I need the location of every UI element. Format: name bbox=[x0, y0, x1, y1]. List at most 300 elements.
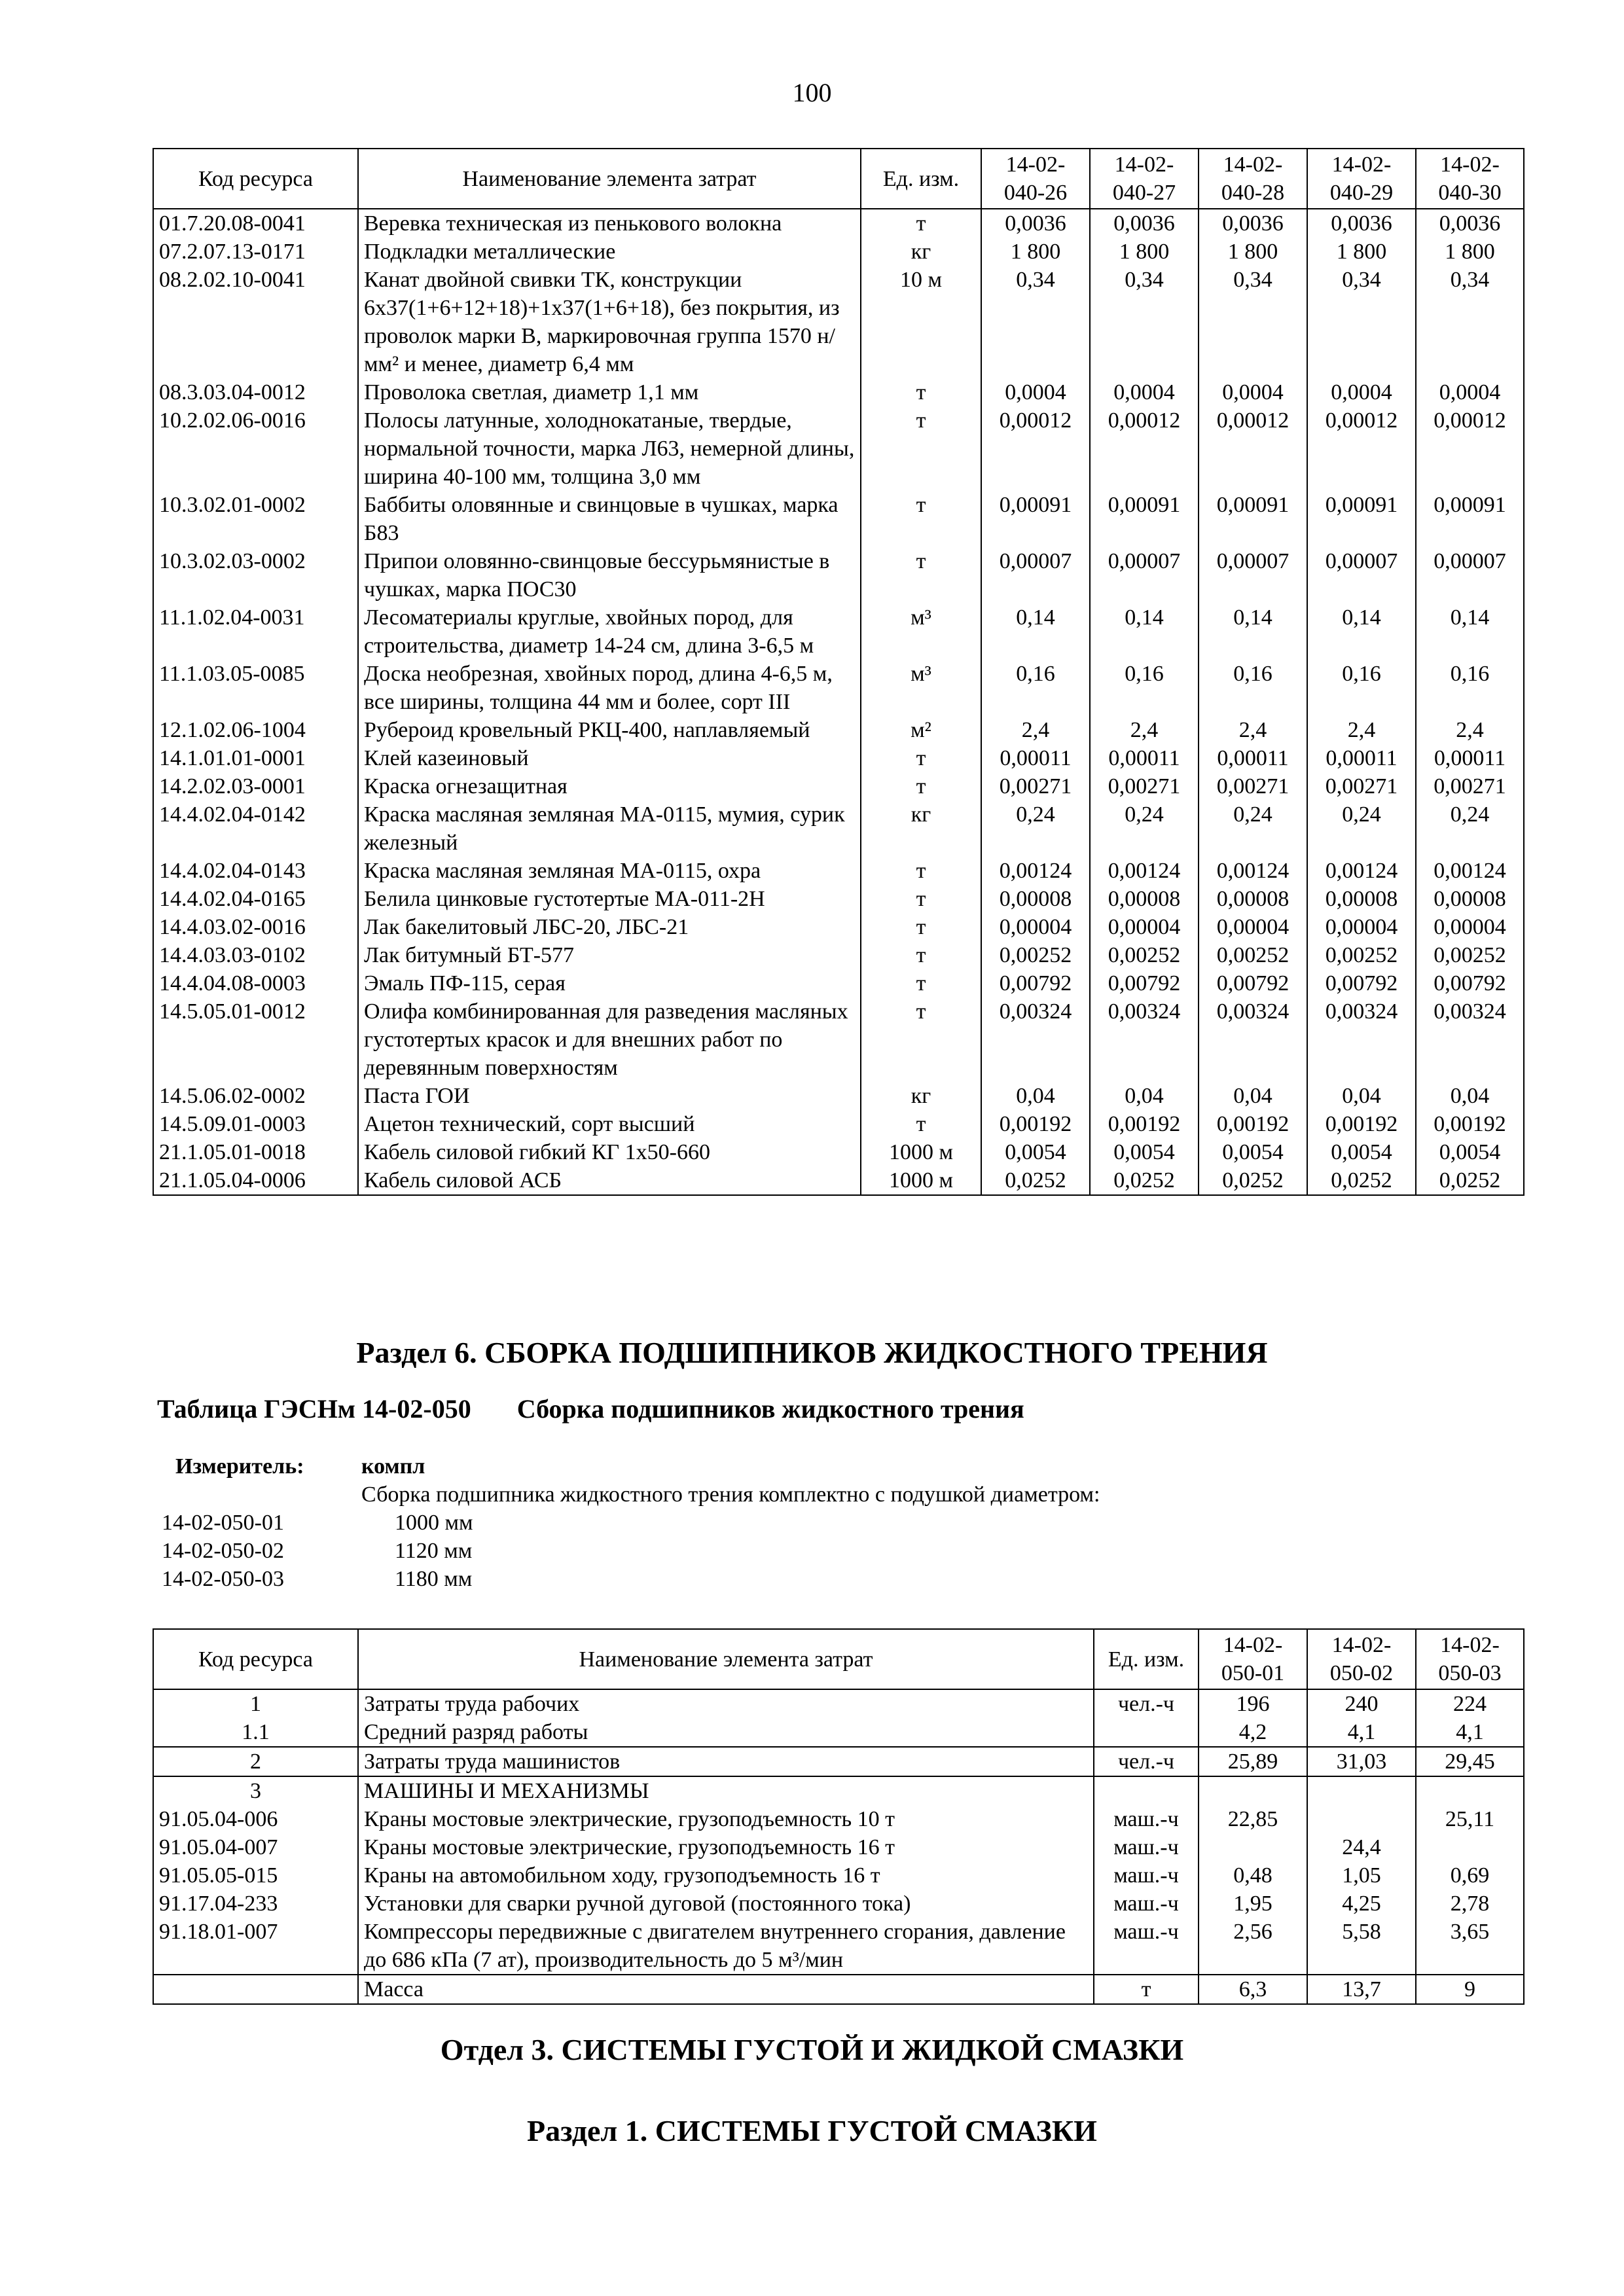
resource-name: Краны мостовые электрические, грузоподъемность 10 т bbox=[358, 1805, 1094, 1833]
value-cell: 0,0054 bbox=[1416, 1138, 1524, 1166]
table-row bbox=[153, 491, 1524, 547]
value-cell: 196 bbox=[1199, 1689, 1307, 1718]
value-cell: 0,00091 bbox=[1307, 491, 1416, 547]
unit: маш.-ч bbox=[1094, 1861, 1199, 1890]
value-cell: 0,00004 bbox=[1307, 913, 1416, 941]
header-code: Код ресурса bbox=[153, 149, 358, 209]
value-cell: 0,00004 bbox=[981, 913, 1090, 941]
unit: т bbox=[861, 772, 981, 800]
measure-item-value: 1000 мм bbox=[395, 1511, 473, 1535]
unit: маш.-ч bbox=[1094, 1918, 1199, 1975]
value-cell: 0,00324 bbox=[1307, 997, 1416, 1082]
table-row bbox=[153, 1082, 1524, 1110]
value-cell bbox=[1307, 1776, 1416, 1805]
value-cell: 24,4 bbox=[1307, 1833, 1416, 1861]
value-cell: 0,24 bbox=[1199, 800, 1307, 857]
value-cell: 1 800 bbox=[981, 238, 1090, 266]
value-cell: 0,00007 bbox=[981, 547, 1090, 603]
value-cell: 0,14 bbox=[1307, 603, 1416, 660]
value-cell: 3,65 bbox=[1416, 1918, 1524, 1975]
value-cell: 0,00271 bbox=[1199, 772, 1307, 800]
value-cell: 0,00011 bbox=[1307, 744, 1416, 772]
table-row bbox=[153, 744, 1524, 772]
resource-code: 14.5.06.02-0002 bbox=[153, 1082, 358, 1110]
value-cell: 0,0036 bbox=[1416, 209, 1524, 238]
value-cell: 0,0252 bbox=[1199, 1166, 1307, 1195]
unit: т bbox=[861, 209, 981, 238]
value-cell: 0,14 bbox=[1416, 603, 1524, 660]
value-cell: 0,0036 bbox=[1307, 209, 1416, 238]
header-col-30: 14-02-040-30 bbox=[1416, 149, 1524, 209]
value-cell bbox=[1416, 1833, 1524, 1861]
value-cell: 0,00192 bbox=[1416, 1110, 1524, 1138]
value-cell: 0,16 bbox=[1090, 660, 1199, 716]
unit: т bbox=[1094, 1975, 1199, 2004]
section-1-heading: Раздел 1. СИСТЕМЫ ГУСТОЙ СМАЗКИ bbox=[527, 2114, 1097, 2147]
resource-code: 14.5.05.01-0012 bbox=[153, 997, 358, 1082]
resource-name: Кабель силовой гибкий КГ 1x50-660 bbox=[358, 1138, 861, 1166]
unit: т bbox=[861, 885, 981, 913]
value-cell: 0,0054 bbox=[1307, 1138, 1416, 1166]
value-cell: 0,00008 bbox=[1090, 885, 1199, 913]
resource-code: 14.2.02.03-0001 bbox=[153, 772, 358, 800]
resource-code: 11.1.02.04-0031 bbox=[153, 603, 358, 660]
value-cell: 25,11 bbox=[1416, 1805, 1524, 1833]
value-cell: 0,0252 bbox=[1416, 1166, 1524, 1195]
value-cell: 0,16 bbox=[1199, 660, 1307, 716]
value-cell: 0,0004 bbox=[981, 378, 1090, 406]
unit: маш.-ч bbox=[1094, 1805, 1199, 1833]
unit: кг bbox=[861, 238, 981, 266]
value-cell: 1,05 bbox=[1307, 1861, 1416, 1890]
value-cell: 0,00792 bbox=[1199, 969, 1307, 997]
value-cell: 0,0252 bbox=[981, 1166, 1090, 1195]
value-cell: 2,4 bbox=[1199, 716, 1307, 744]
resource-name: Веревка техническая из пенькового волокна bbox=[358, 209, 861, 238]
value-cell: 0,00007 bbox=[1090, 547, 1199, 603]
table-row bbox=[153, 547, 1524, 603]
value-cell: 0,00008 bbox=[981, 885, 1090, 913]
unit bbox=[1094, 1718, 1199, 1747]
value-cell: 0,00192 bbox=[981, 1110, 1090, 1138]
value-cell bbox=[1307, 1805, 1416, 1833]
value-cell: 2,4 bbox=[1416, 716, 1524, 744]
resource-code: 91.05.04-007 bbox=[153, 1833, 358, 1861]
measure-label: Измеритель: bbox=[175, 1454, 304, 1479]
table-row bbox=[153, 772, 1524, 800]
value-cell: 0,00192 bbox=[1090, 1110, 1199, 1138]
resource-name: Ацетон технический, сорт высший bbox=[358, 1110, 861, 1138]
unit: т bbox=[861, 1110, 981, 1138]
unit: кг bbox=[861, 800, 981, 857]
header-name: Наименование элемента затрат bbox=[358, 149, 861, 209]
unit: м³ bbox=[861, 660, 981, 716]
resource-name: Олифа комбинированная для разведения масляных густотертых красок и для внешних работ по деревянным поверхностям bbox=[358, 997, 861, 1082]
value-cell: 0,00004 bbox=[1090, 913, 1199, 941]
header-unit: Ед. изм. bbox=[1094, 1629, 1199, 1689]
value-cell: 5,58 bbox=[1307, 1918, 1416, 1975]
resource-code: 14.5.09.01-0003 bbox=[153, 1110, 358, 1138]
value-cell: 0,00012 bbox=[981, 406, 1090, 491]
table-header-row bbox=[153, 149, 1524, 209]
header-col-01: 14-02-050-01 bbox=[1199, 1629, 1307, 1689]
value-cell: 0,00007 bbox=[1307, 547, 1416, 603]
resource-code: 14.4.02.04-0165 bbox=[153, 885, 358, 913]
value-cell: 0,00192 bbox=[1307, 1110, 1416, 1138]
header-col-28: 14-02-040-28 bbox=[1199, 149, 1307, 209]
value-cell: 240 bbox=[1307, 1689, 1416, 1718]
value-cell: 0,16 bbox=[981, 660, 1090, 716]
resource-code: 10.2.02.06-0016 bbox=[153, 406, 358, 491]
value-cell: 0,0054 bbox=[981, 1138, 1090, 1166]
value-cell: 0,34 bbox=[981, 266, 1090, 378]
resource-code: 11.1.03.05-0085 bbox=[153, 660, 358, 716]
value-cell: 25,89 bbox=[1199, 1747, 1307, 1776]
value-cell: 2,78 bbox=[1416, 1890, 1524, 1918]
value-cell bbox=[1199, 1776, 1307, 1805]
value-cell: 0,00124 bbox=[1416, 857, 1524, 885]
header-name: Наименование элемента затрат bbox=[358, 1629, 1094, 1689]
value-cell: 0,00252 bbox=[1090, 941, 1199, 969]
value-cell: 0,00252 bbox=[981, 941, 1090, 969]
table-row bbox=[153, 660, 1524, 716]
table-row bbox=[153, 406, 1524, 491]
table-row bbox=[153, 716, 1524, 744]
value-cell: 2,4 bbox=[1090, 716, 1199, 744]
resource-name: Клей казеиновый bbox=[358, 744, 861, 772]
resource-name: Затраты труда машинистов bbox=[358, 1747, 1094, 1776]
resource-code: 08.2.02.10-0041 bbox=[153, 266, 358, 378]
table-row bbox=[153, 378, 1524, 406]
value-cell: 0,00792 bbox=[981, 969, 1090, 997]
value-cell: 0,34 bbox=[1090, 266, 1199, 378]
value-cell: 0,04 bbox=[1416, 1082, 1524, 1110]
table-name: Сборка подшипников жидкостного трения bbox=[516, 1394, 1024, 1424]
value-cell: 2,4 bbox=[981, 716, 1090, 744]
value-cell: 29,45 bbox=[1416, 1747, 1524, 1776]
table-row bbox=[153, 1776, 1524, 1805]
value-cell: 4,25 bbox=[1307, 1890, 1416, 1918]
table-row bbox=[153, 1166, 1524, 1195]
resource-name: Подкладки металлические bbox=[358, 238, 861, 266]
unit: чел.-ч bbox=[1094, 1747, 1199, 1776]
resource-name: Краны мостовые электрические, грузоподъемность 16 т bbox=[358, 1833, 1094, 1861]
value-cell: 4,1 bbox=[1307, 1718, 1416, 1747]
table-row bbox=[153, 1718, 1524, 1747]
section-6-heading: Раздел 6. СБОРКА ПОДШИПНИКОВ ЖИДКОСТНОГО ТРЕНИЯ bbox=[356, 1336, 1268, 1369]
value-cell: 0,0054 bbox=[1199, 1138, 1307, 1166]
unit: т bbox=[861, 547, 981, 603]
table-row bbox=[153, 885, 1524, 913]
resource-name: Установки для сварки ручной дуговой (постоянного тока) bbox=[358, 1890, 1094, 1918]
value-cell: 0,00271 bbox=[981, 772, 1090, 800]
resource-name: Рубероид кровельный РКЦ-400, наплавляемый bbox=[358, 716, 861, 744]
value-cell: 0,00012 bbox=[1199, 406, 1307, 491]
value-cell: 0,00008 bbox=[1199, 885, 1307, 913]
value-cell: 0,04 bbox=[981, 1082, 1090, 1110]
value-cell: 9 bbox=[1416, 1975, 1524, 2004]
resource-code: 1 bbox=[153, 1689, 358, 1718]
value-cell: 0,00007 bbox=[1416, 547, 1524, 603]
table-row bbox=[153, 238, 1524, 266]
unit: т bbox=[861, 744, 981, 772]
value-cell: 0,0036 bbox=[1199, 209, 1307, 238]
value-cell: 0,0252 bbox=[1307, 1166, 1416, 1195]
table-row bbox=[153, 1747, 1524, 1776]
value-cell: 0,00004 bbox=[1416, 913, 1524, 941]
value-cell: 0,14 bbox=[1199, 603, 1307, 660]
unit: м² bbox=[861, 716, 981, 744]
table-title bbox=[157, 1393, 1024, 1424]
resource-code bbox=[153, 1975, 358, 2004]
value-cell: 0,24 bbox=[1416, 800, 1524, 857]
unit: кг bbox=[861, 1082, 981, 1110]
resource-name: Масса bbox=[358, 1975, 1094, 2004]
value-cell: 0,00011 bbox=[1416, 744, 1524, 772]
value-cell: 0,0252 bbox=[1090, 1166, 1199, 1195]
value-cell: 0,0004 bbox=[1090, 378, 1199, 406]
value-cell bbox=[1199, 1833, 1307, 1861]
measure-item-value: 1180 мм bbox=[395, 1567, 473, 1591]
header-col-27: 14-02-040-27 bbox=[1090, 149, 1199, 209]
resource-code: 3 bbox=[153, 1776, 358, 1805]
resource-name: Компрессоры передвижные с двигателем внутреннего сгорания, давление до 686 кПа (7 ат), производительность до 5 м³/мин bbox=[358, 1918, 1094, 1975]
value-cell: 0,04 bbox=[1307, 1082, 1416, 1110]
table-row bbox=[153, 1689, 1524, 1718]
value-cell: 0,16 bbox=[1307, 660, 1416, 716]
value-cell: 0,00271 bbox=[1307, 772, 1416, 800]
unit: маш.-ч bbox=[1094, 1890, 1199, 1918]
unit: чел.-ч bbox=[1094, 1689, 1199, 1718]
value-cell: 0,00091 bbox=[1199, 491, 1307, 547]
value-cell: 0,00252 bbox=[1307, 941, 1416, 969]
value-cell: 0,24 bbox=[981, 800, 1090, 857]
unit: 10 м bbox=[861, 266, 981, 378]
resource-code: 10.3.02.01-0002 bbox=[153, 491, 358, 547]
value-cell: 0,00007 bbox=[1199, 547, 1307, 603]
resource-name: Припои оловянно-свинцовые бессурьмянистые в чушках, марка ПОС30 bbox=[358, 547, 861, 603]
value-cell: 4,1 bbox=[1416, 1718, 1524, 1747]
value-cell: 0,00124 bbox=[1199, 857, 1307, 885]
table-row bbox=[153, 603, 1524, 660]
value-cell: 0,0004 bbox=[1199, 378, 1307, 406]
header-col-03: 14-02-050-03 bbox=[1416, 1629, 1524, 1689]
resource-table-040 bbox=[153, 148, 1525, 1196]
value-cell: 0,00324 bbox=[1416, 997, 1524, 1082]
table-row bbox=[153, 1110, 1524, 1138]
resource-name: Белила цинковые густотертые МА-011-2Н bbox=[358, 885, 861, 913]
table-row bbox=[153, 1918, 1524, 1975]
value-cell: 0,00012 bbox=[1090, 406, 1199, 491]
value-cell: 0,00324 bbox=[1090, 997, 1199, 1082]
value-cell: 0,24 bbox=[1307, 800, 1416, 857]
table-row bbox=[153, 266, 1524, 378]
resource-code: 14.4.03.03-0102 bbox=[153, 941, 358, 969]
header-col-26: 14-02-040-26 bbox=[981, 149, 1090, 209]
resource-name: Полосы латунные, холоднокатаные, твердые, нормальной точности, марка Л63, немерной длины, ширина 40-100 мм, толщина 3,0 мм bbox=[358, 406, 861, 491]
unit: т bbox=[861, 378, 981, 406]
resource-code: 91.18.01-007 bbox=[153, 1918, 358, 1975]
table-row bbox=[153, 1861, 1524, 1890]
value-cell: 0,00252 bbox=[1199, 941, 1307, 969]
value-cell: 0,0036 bbox=[981, 209, 1090, 238]
resource-name: Эмаль ПФ-115, серая bbox=[358, 969, 861, 997]
resource-code: 91.05.05-015 bbox=[153, 1861, 358, 1890]
value-cell: 0,00124 bbox=[981, 857, 1090, 885]
resource-name: Лак бакелитовый ЛБС-20, ЛБС-21 bbox=[358, 913, 861, 941]
resource-name: Лак битумный БТ-577 bbox=[358, 941, 861, 969]
table-code: Таблица ГЭСНм 14-02-050 bbox=[157, 1394, 471, 1424]
resource-name: Краска масляная земляная МА-0115, охра bbox=[358, 857, 861, 885]
measure-item-code: 14-02-050-02 bbox=[162, 1539, 284, 1563]
page-number: 100 bbox=[792, 78, 832, 107]
value-cell: 0,00011 bbox=[981, 744, 1090, 772]
value-cell: 0,00011 bbox=[1090, 744, 1199, 772]
value-cell: 1,95 bbox=[1199, 1890, 1307, 1918]
value-cell: 0,0004 bbox=[1416, 378, 1524, 406]
unit: м³ bbox=[861, 603, 981, 660]
resource-name: Краска масляная земляная МА-0115, мумия, сурик железный bbox=[358, 800, 861, 857]
value-cell: 1 800 bbox=[1307, 238, 1416, 266]
value-cell: 0,14 bbox=[981, 603, 1090, 660]
header-col-29: 14-02-040-29 bbox=[1307, 149, 1416, 209]
unit: т bbox=[861, 406, 981, 491]
value-cell: 0,00792 bbox=[1090, 969, 1199, 997]
unit: т bbox=[861, 857, 981, 885]
header-col-02: 14-02-050-02 bbox=[1307, 1629, 1416, 1689]
value-cell: 2,4 bbox=[1307, 716, 1416, 744]
table-row bbox=[153, 1805, 1524, 1833]
value-cell: 224 bbox=[1416, 1689, 1524, 1718]
value-cell: 0,00192 bbox=[1199, 1110, 1307, 1138]
value-cell: 0,34 bbox=[1416, 266, 1524, 378]
value-cell: 0,04 bbox=[1199, 1082, 1307, 1110]
value-cell: 1 800 bbox=[1416, 238, 1524, 266]
value-cell: 0,00012 bbox=[1307, 406, 1416, 491]
value-cell: 0,00008 bbox=[1416, 885, 1524, 913]
measure-item-code: 14-02-050-01 bbox=[162, 1511, 284, 1535]
resource-code: 12.1.02.06-1004 bbox=[153, 716, 358, 744]
table-row bbox=[153, 800, 1524, 857]
value-cell: 0,00324 bbox=[981, 997, 1090, 1082]
measure-description: Сборка подшипника жидкостного трения комплектно с подушкой диаметром: bbox=[361, 1482, 1100, 1507]
resource-name: Краска огнезащитная bbox=[358, 772, 861, 800]
resource-code: 14.4.04.08-0003 bbox=[153, 969, 358, 997]
value-cell: 0,0054 bbox=[1090, 1138, 1199, 1166]
resource-code: 14.1.01.01-0001 bbox=[153, 744, 358, 772]
header-unit: Ед. изм. bbox=[861, 149, 981, 209]
value-cell: 0,00252 bbox=[1416, 941, 1524, 969]
table-row bbox=[153, 1833, 1524, 1861]
resource-code: 08.3.03.04-0012 bbox=[153, 378, 358, 406]
unit: маш.-ч bbox=[1094, 1833, 1199, 1861]
unit bbox=[1094, 1776, 1199, 1805]
value-cell: 1 800 bbox=[1090, 238, 1199, 266]
value-cell: 0,00124 bbox=[1090, 857, 1199, 885]
unit: 1000 м bbox=[861, 1166, 981, 1195]
resource-code: 2 bbox=[153, 1747, 358, 1776]
value-cell: 0,14 bbox=[1090, 603, 1199, 660]
value-cell: 1 800 bbox=[1199, 238, 1307, 266]
value-cell: 4,2 bbox=[1199, 1718, 1307, 1747]
value-cell: 0,24 bbox=[1090, 800, 1199, 857]
value-cell: 0,00091 bbox=[981, 491, 1090, 547]
value-cell: 0,00792 bbox=[1416, 969, 1524, 997]
resource-name: Лесоматериалы круглые, хвойных пород, для строительства, диаметр 14-24 см, длина 3-6,5 м bbox=[358, 603, 861, 660]
value-cell: 0,34 bbox=[1307, 266, 1416, 378]
resource-name: Затраты труда рабочих bbox=[358, 1689, 1094, 1718]
value-cell: 31,03 bbox=[1307, 1747, 1416, 1776]
table-row bbox=[153, 1890, 1524, 1918]
resource-name: Кабель силовой АСБ bbox=[358, 1166, 861, 1195]
resource-code: 21.1.05.04-0006 bbox=[153, 1166, 358, 1195]
table-row bbox=[153, 209, 1524, 238]
unit: т bbox=[861, 969, 981, 997]
resource-name: Канат двойной свивки ТК, конструкции 6x37(1+6+12+18)+1x37(1+6+18), без покрытия, из проволок марки В, маркировочная группа 1570 н/мм² и менее, диаметр 6,4 мм bbox=[358, 266, 861, 378]
value-cell: 0,69 bbox=[1416, 1861, 1524, 1890]
table-row bbox=[153, 997, 1524, 1082]
table-row bbox=[153, 1975, 1524, 2004]
table-row bbox=[153, 857, 1524, 885]
resource-name: Проволока светлая, диаметр 1,1 мм bbox=[358, 378, 861, 406]
value-cell: 0,00124 bbox=[1307, 857, 1416, 885]
value-cell: 2,56 bbox=[1199, 1918, 1307, 1975]
resource-code: 14.4.03.02-0016 bbox=[153, 913, 358, 941]
value-cell: 0,00004 bbox=[1199, 913, 1307, 941]
resource-code: 91.17.04-233 bbox=[153, 1890, 358, 1918]
unit: т bbox=[861, 997, 981, 1082]
value-cell: 0,48 bbox=[1199, 1861, 1307, 1890]
table-row bbox=[153, 969, 1524, 997]
resource-name: Паста ГОИ bbox=[358, 1082, 861, 1110]
resource-code: 1.1 bbox=[153, 1718, 358, 1747]
resource-code: 14.4.02.04-0142 bbox=[153, 800, 358, 857]
resource-name: Доска необрезная, хвойных пород, длина 4-6,5 м, все ширины, толщина 44 мм и более, сорт III bbox=[358, 660, 861, 716]
resource-name: МАШИНЫ И МЕХАНИЗМЫ bbox=[358, 1776, 1094, 1805]
value-cell: 0,34 bbox=[1199, 266, 1307, 378]
value-cell: 0,00091 bbox=[1090, 491, 1199, 547]
value-cell: 0,0036 bbox=[1090, 209, 1199, 238]
measure-item-value: 1120 мм bbox=[395, 1539, 473, 1563]
unit: 1000 м bbox=[861, 1138, 981, 1166]
table-header-row bbox=[153, 1629, 1524, 1689]
unit: т bbox=[861, 913, 981, 941]
value-cell: 13,7 bbox=[1307, 1975, 1416, 2004]
table-row bbox=[153, 1138, 1524, 1166]
value-cell: 0,00271 bbox=[1416, 772, 1524, 800]
value-cell: 0,00271 bbox=[1090, 772, 1199, 800]
unit: т bbox=[861, 491, 981, 547]
measure-item-code: 14-02-050-03 bbox=[162, 1567, 284, 1591]
resource-code: 01.7.20.08-0041 bbox=[153, 209, 358, 238]
value-cell: 0,04 bbox=[1090, 1082, 1199, 1110]
department-3-heading: Отдел 3. СИСТЕМЫ ГУСТОЙ И ЖИДКОЙ СМАЗКИ bbox=[440, 2033, 1184, 2066]
value-cell: 0,00091 bbox=[1416, 491, 1524, 547]
resource-code: 21.1.05.01-0018 bbox=[153, 1138, 358, 1166]
resource-code: 10.3.02.03-0002 bbox=[153, 547, 358, 603]
value-cell: 0,16 bbox=[1416, 660, 1524, 716]
value-cell: 0,00008 bbox=[1307, 885, 1416, 913]
value-cell: 22,85 bbox=[1199, 1805, 1307, 1833]
value-cell: 0,0004 bbox=[1307, 378, 1416, 406]
resource-table-050 bbox=[153, 1628, 1525, 2005]
measure-unit: компл bbox=[361, 1454, 425, 1479]
resource-name: Средний разряд работы bbox=[358, 1718, 1094, 1747]
table-row bbox=[153, 913, 1524, 941]
resource-name: Краны на автомобильном ходу, грузоподъемность 16 т bbox=[358, 1861, 1094, 1890]
value-cell: 6,3 bbox=[1199, 1975, 1307, 2004]
value-cell: 0,00011 bbox=[1199, 744, 1307, 772]
